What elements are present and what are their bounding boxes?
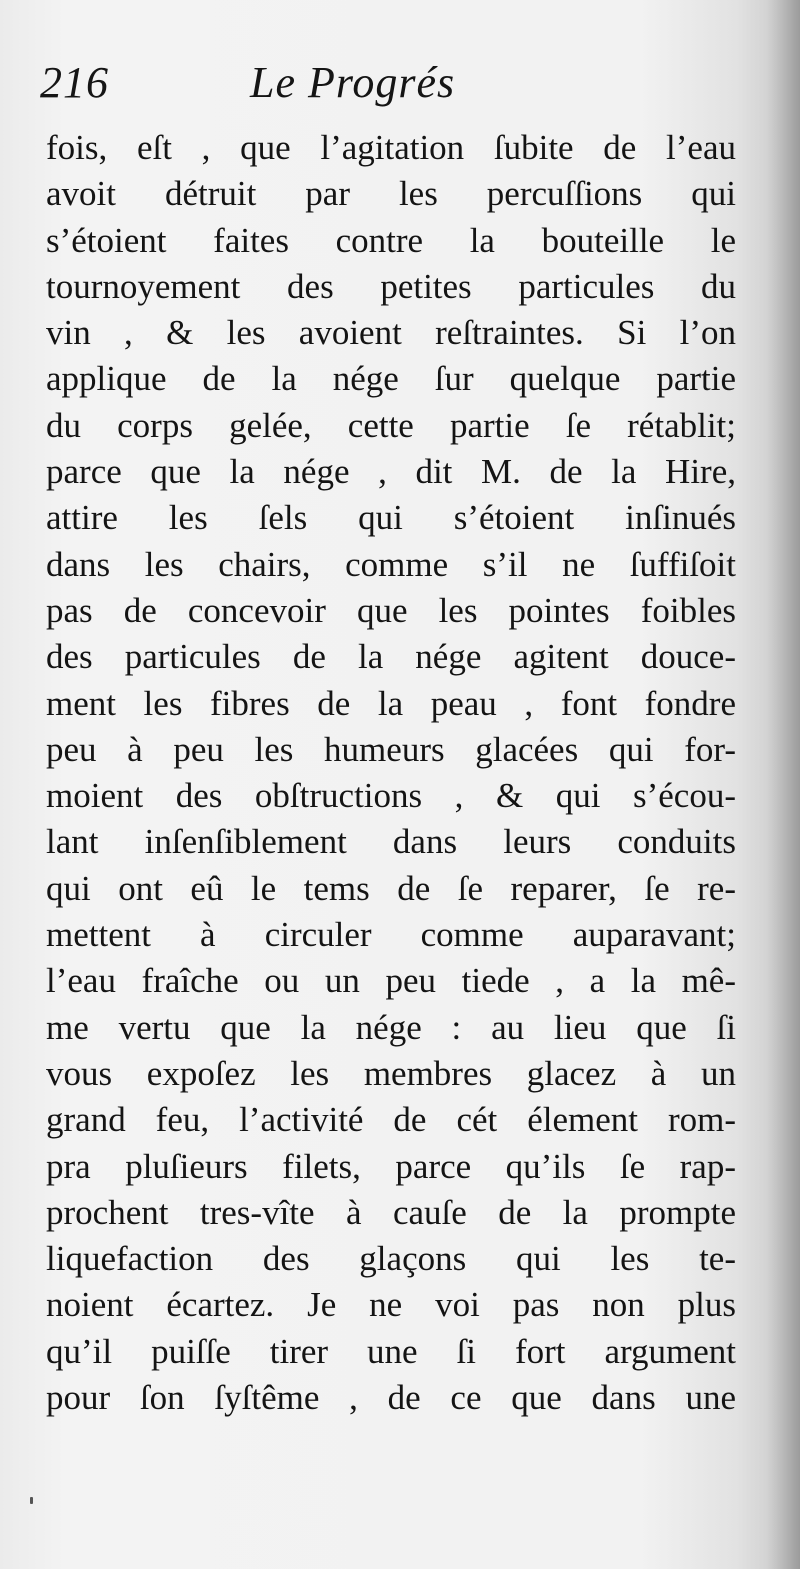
text-line: l’eau fraîche ou un peu tiede , a la mê- [46, 961, 736, 1001]
text-line: peu à peu les humeurs glacées qui for- [46, 729, 736, 769]
text-line: attire les ſels qui s’étoient inſinués [46, 498, 736, 538]
text-line: pas de concevoir que les pointes foibles [46, 590, 736, 630]
gutter-shadow [766, 0, 800, 1569]
text-line: fois, eſt , que l’agitation ſubite de l’eau [46, 128, 736, 167]
body-text [46, 125, 736, 1455]
text-line: pour ſon ſyſtême , de ce que dans une [46, 1378, 736, 1418]
ink-speck [30, 1497, 33, 1504]
text-line: liquefaction des glaçons qui les te- [46, 1239, 736, 1279]
running-title: Le Progrés [250, 58, 456, 107]
text-line: me vertu que la nége : au lieu que ſi [46, 1007, 736, 1047]
text-line: grand feu, l’activité de cét élement rom- [46, 1100, 736, 1140]
text-line: des particules de la nége agitent douce- [46, 637, 736, 677]
text-line: prochent tres-vîte à cauſe de la prompte [46, 1192, 736, 1232]
text-line: parce que la nége , dit M. de la Hire, [46, 452, 736, 492]
text-line: s’étoient faites contre la bouteille le [46, 220, 736, 260]
text-line: vous expoſez les membres glacez à un [46, 1053, 736, 1093]
running-head [40, 58, 740, 118]
text-line: qui ont eû le tems de ſe reparer, ſe re- [46, 868, 736, 908]
text-line: dans les chairs, comme s’il ne ſuffiſoit [46, 544, 736, 584]
text-line: pra pluſieurs filets, parce qu’ils ſe rap- [46, 1146, 736, 1186]
text-line: noient écartez. Je ne voi pas non plus [46, 1285, 736, 1325]
text-line: du corps gelée, cette partie ſe rétablit; [46, 405, 736, 445]
text-line: ment les fibres de la peau , font fondre [46, 683, 736, 723]
text-line: moient des obſtructions , & qui s’écou- [46, 776, 736, 816]
text-line: tournoyement des petites particules du [46, 266, 736, 306]
page-number: 216 [40, 58, 109, 107]
text-line: qu’il puiſſe tirer une ſi fort argument [46, 1331, 736, 1371]
text-line: lant inſenſiblement dans leurs conduits [46, 822, 736, 862]
text-line: applique de la nége ſur quelque partie [46, 359, 736, 399]
text-line: mettent à circuler comme auparavant; [46, 915, 736, 955]
text-line: vin , & les avoient reſtraintes. Si l’on [46, 313, 736, 353]
text-line: avoit détruit par les percuſſions qui [46, 174, 736, 214]
